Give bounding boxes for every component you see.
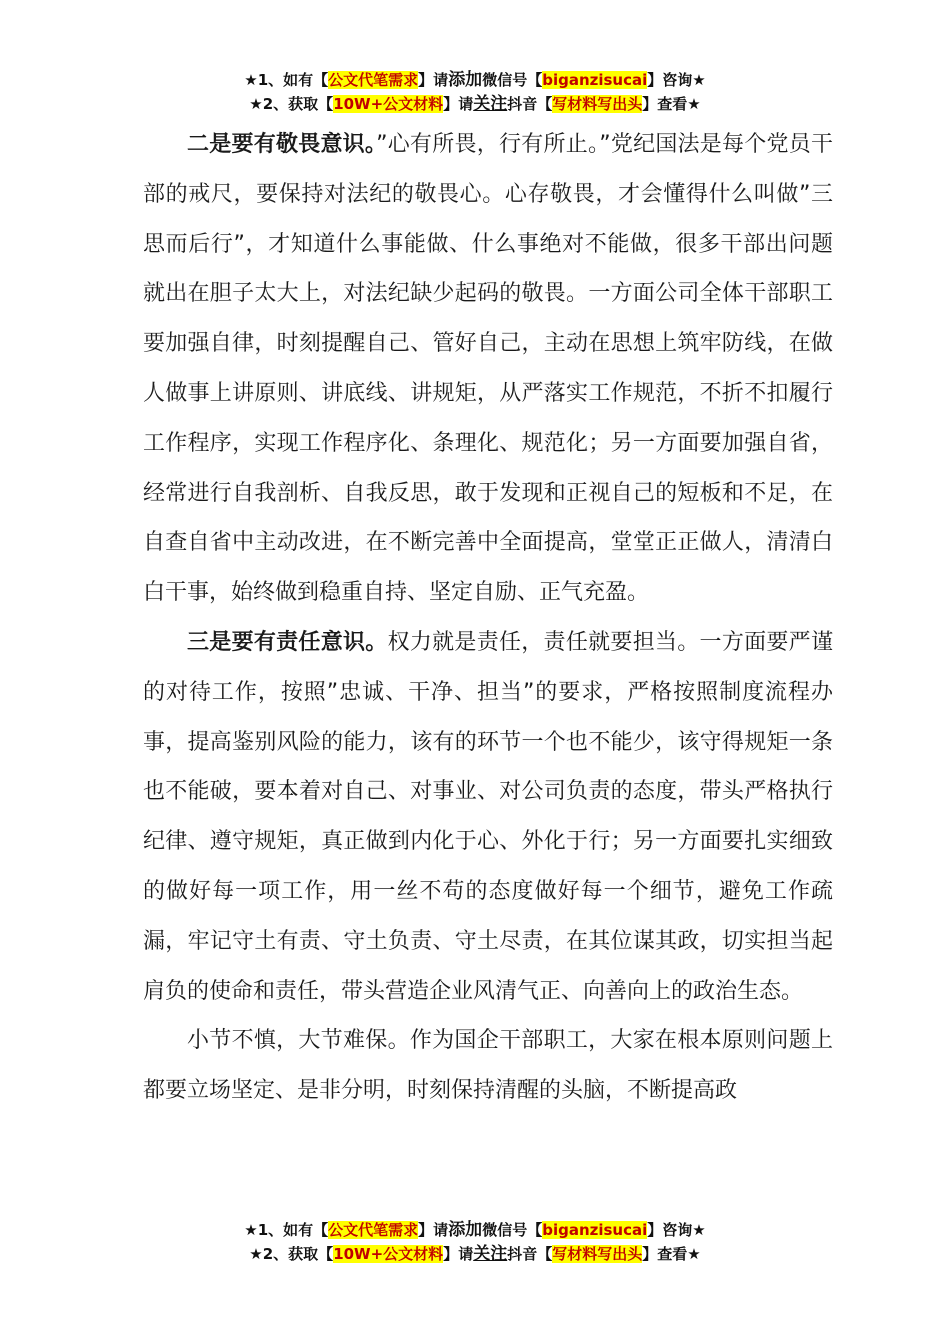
banner-text: 】咨询★: [647, 71, 706, 89]
banner-text: 】请: [418, 1221, 449, 1239]
highlight-wechat-id: biganzisucai: [542, 1221, 648, 1239]
paragraph-conclusion: [143, 1016, 833, 1116]
banner-text: 微信号【: [482, 71, 543, 89]
document-body: [143, 120, 833, 1116]
highlight-materials: 10W+公文材料: [333, 1245, 444, 1263]
star-icon: ★: [249, 95, 263, 113]
footer-banner: [0, 1218, 950, 1266]
paragraph-heading: 二是要有敬畏意识。: [187, 132, 377, 157]
star-icon: ★: [244, 71, 258, 89]
banner-text: 2、获取【: [262, 1245, 334, 1263]
banner-text: 1、如有【: [257, 1221, 329, 1239]
highlight-service: 公文代笔需求: [328, 1221, 419, 1239]
banner-text: 2、获取【: [262, 95, 334, 113]
paragraph-text: ”心有所畏，行有所止。”党纪国法是每个党员干部的戒尺，要保持对法纪的敬畏心。心存敬畏，才会懂得什么叫做”三思而后行”，才知道什么事能做、什么事绝对不能做，很多干部出问题就出在胆子太大上，对法纪缺少起码的敬畏。一方面公司全体干部职工要加强自律，时刻提醒自己、管好自己，主动在思想上筑牢防线，在做人做事上讲原则、讲底线、讲规矩，从严落实工作规范，不折不扣履行工作程序，实现工作程序化、条理化、规范化；另一方面要加强自省，经常进行自我剖析、自我反思，敢于发现和正视自己的短板和不足，在自查自省中主动改进，在不断完善中全面提高，堂堂正正做人，清清白白干事，始终做到稳重自持、坚定自励、正气充盈。: [143, 132, 833, 606]
banner-line-1: [0, 68, 950, 92]
highlight-wechat-id: biganzisucai: [542, 71, 648, 89]
highlight-douyin-account: 写材料写出头: [552, 95, 643, 113]
banner-line-2: [0, 92, 950, 116]
paragraph-heading: 三是要有责任意识。: [187, 629, 388, 655]
banner-emphasis: 关注: [473, 1244, 508, 1264]
banner-emphasis: 添加: [448, 1220, 483, 1240]
banner-text: 】咨询★: [647, 1221, 706, 1239]
banner-text: 】请: [443, 1245, 474, 1263]
banner-text: 】查看★: [642, 1245, 701, 1263]
highlight-service: 公文代笔需求: [328, 71, 419, 89]
banner-text: 】查看★: [642, 95, 701, 113]
banner-text: 抖音【: [507, 1245, 553, 1263]
paragraph-awe: [143, 120, 833, 618]
highlight-materials: 10W+公文材料: [333, 95, 444, 113]
banner-text: 微信号【: [482, 1221, 543, 1239]
banner-text: 1、如有【: [257, 71, 329, 89]
header-banner: [0, 68, 950, 116]
paragraph-responsibility: [143, 618, 833, 1016]
star-icon: ★: [249, 1245, 263, 1263]
banner-line-1: [0, 1218, 950, 1242]
banner-line-2: [0, 1242, 950, 1266]
paragraph-text: 权力就是责任，责任就要担当。一方面要严谨的对待工作，按照”忠诚、干净、担当”的要求，严格按照制度流程办事，提高鉴别风险的能力，该有的环节一个也不能少，该守得规矩一条也不能破，要本着对自己、对事业、对公司负责的态度，带头严格执行纪律、遵守规矩，真正做到内化于心、外化于行；另一方面要扎实细致的做好每一项工作，用一丝不苟的态度做好每一个细节，避免工作疏漏，牢记守土有责、守土负责、守土尽责，在其位谋其政，切实担当起肩负的使命和责任，带头营造企业风清气正、向善向上的政治生态。: [143, 629, 833, 1004]
highlight-douyin-account: 写材料写出头: [552, 1245, 643, 1263]
banner-emphasis: 添加: [448, 70, 483, 90]
banner-text: 抖音【: [507, 95, 553, 113]
banner-emphasis: 关注: [473, 94, 508, 114]
paragraph-text: 小节不慎，大节难保。作为国企干部职工，大家在根本原则问题上都要立场坚定、是非分明，时刻保持清醒的头脑，不断提高政: [143, 1028, 833, 1104]
banner-text: 】请: [443, 95, 474, 113]
banner-text: 】请: [418, 71, 449, 89]
star-icon: ★: [244, 1221, 258, 1239]
